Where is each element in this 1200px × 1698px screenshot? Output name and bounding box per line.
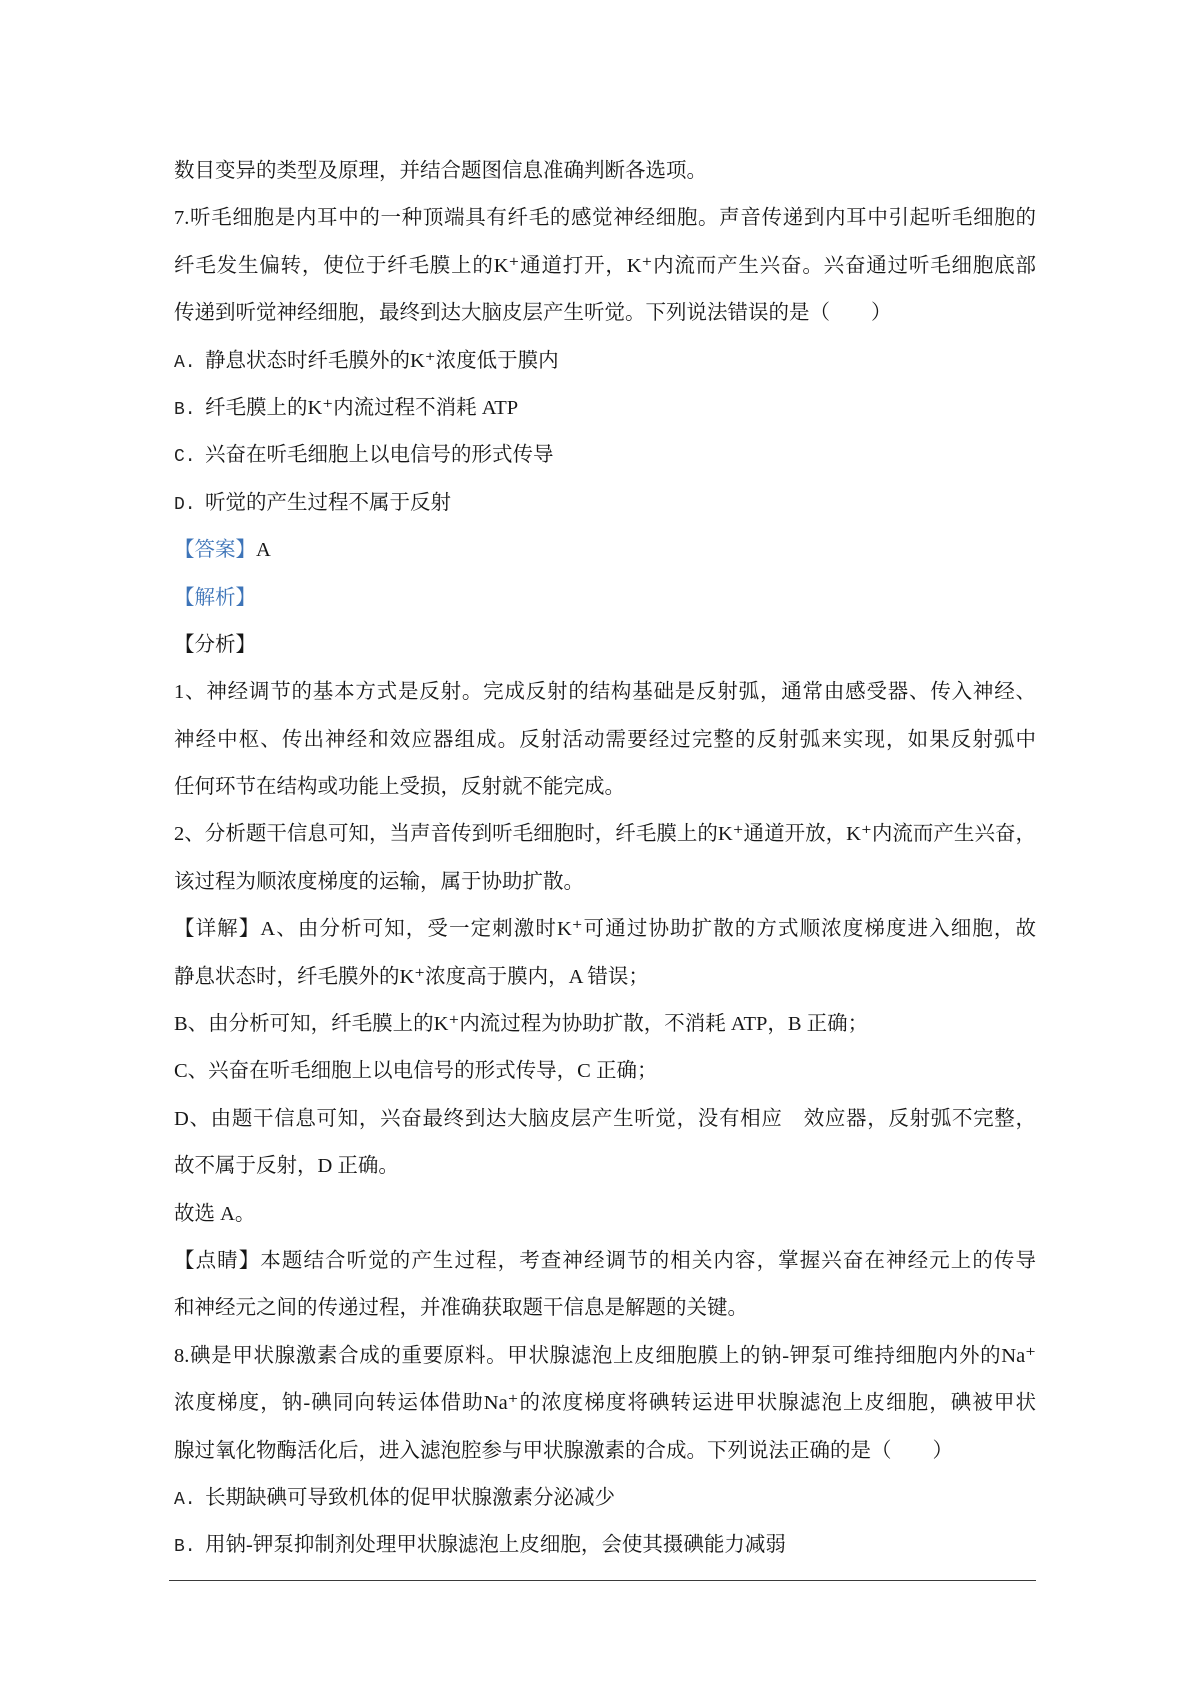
option-letter: C. xyxy=(174,447,196,468)
q7-detail-line: 静息状态时，纤毛膜外的K⁺浓度高于膜内，A 错误； xyxy=(174,965,649,988)
q7-stem-line: 7.听毛细胞是内耳中的一种顶端具有纤毛的感觉神经细胞。声音传递到内耳中引起听毛细胞的 xyxy=(174,207,1036,230)
q8-option-a xyxy=(174,1475,1036,1522)
question-7 xyxy=(174,195,1036,1332)
q7-stem-line: 纤毛发生偏转，使位于纤毛膜上的K⁺通道打开，K⁺内流而产生兴奋。兴奋通过听毛细胞底部 xyxy=(174,254,1036,277)
q7-tip-line: 【点睛】本题结合听觉的产生过程，考查神经调节的相关内容，掌握兴奋在神经元上的传导 xyxy=(174,1249,1036,1272)
q7-answer xyxy=(174,527,1036,574)
question-8 xyxy=(174,1333,1036,1570)
q7-fenxi-line: 该过程为顺浓度梯度的运输，属于协助扩散。 xyxy=(174,870,584,893)
option-letter: B. xyxy=(174,1537,196,1558)
q7-fenxi-heading xyxy=(174,622,1036,669)
answer-value: A xyxy=(256,539,271,562)
analysis-label: 【解析】 xyxy=(174,586,256,609)
option-text: 纤毛膜上的K⁺内流过程不消耗 ATP xyxy=(205,396,519,419)
q7-conclusion: 故选 A。 xyxy=(174,1202,256,1225)
q7-detail-line: 故不属于反射，D 正确。 xyxy=(174,1155,399,1178)
q8-stem-line: 8.碘是甲状腺激素合成的重要原料。甲状腺滤泡上皮细胞膜上的钠-钾泵可维持细胞内外的Na⁺ xyxy=(174,1344,1036,1367)
option-text: 用钠-钾泵抑制剂处理甲状腺滤泡上皮细胞，会使其摄碘能力减弱 xyxy=(205,1534,786,1557)
q7-option-d xyxy=(174,480,1036,527)
option-text: 听觉的产生过程不属于反射 xyxy=(205,491,451,514)
document-page xyxy=(174,148,1036,1570)
option-text: 兴奋在听毛细胞上以电信号的形式传导 xyxy=(205,444,554,467)
q7-detail-line: C、兴奋在听毛细胞上以电信号的形式传导，C 正确； xyxy=(174,1060,658,1083)
q7-fenxi-line: 1、神经调节的基本方式是反射。完成反射的结构基础是反射弧，通常由感受器、传入神经、 xyxy=(174,681,1036,704)
q7-option-b xyxy=(174,385,1036,432)
option-letter: A. xyxy=(174,352,196,373)
q8-stem-line: 腺过氧化物酶活化后，进入滤泡腔参与甲状腺激素的合成。下列说法正确的是（ ） xyxy=(174,1439,953,1462)
q7-detail-line: 【详解】A、由分析可知，受一定刺激时K⁺可通过协助扩散的方式顺浓度梯度进入细胞，故 xyxy=(174,918,1036,941)
q7-fenxi-line: 神经中枢、传出神经和效应器组成。反射活动需要经过完整的反射弧来实现，如果反射弧中 xyxy=(174,728,1036,751)
previous-explanation-tail: 数目变异的类型及原理，并结合题图信息准确判断各选项。 xyxy=(174,160,707,182)
q7-stem-line: 传递到听觉神经细胞，最终到达大脑皮层产生听觉。下列说法错误的是（ ） xyxy=(174,302,892,325)
option-text: 长期缺碘可导致机体的促甲状腺激素分泌减少 xyxy=(205,1486,615,1509)
q7-detail-line: D、由题干信息可知，兴奋最终到达大脑皮层产生听觉，没有相应 效应器，反射弧不完整， xyxy=(174,1107,1036,1130)
fenxi-label: 【分析】 xyxy=(174,633,256,656)
q7-analysis-heading xyxy=(174,575,1036,622)
option-text: 静息状态时纤毛膜外的K⁺浓度低于膜内 xyxy=(205,349,559,372)
option-letter: A. xyxy=(174,1489,196,1510)
q7-option-a xyxy=(174,338,1036,385)
q7-option-c xyxy=(174,432,1036,479)
q7-fenxi-line: 任何环节在结构或功能上受损，反射就不能完成。 xyxy=(174,776,625,799)
option-letter: B. xyxy=(174,399,196,420)
q8-stem-line: 浓度梯度，钠-碘同向转运体借助Na⁺的浓度梯度将碘转运进甲状腺滤泡上皮细胞，碘被甲状 xyxy=(174,1392,1036,1415)
option-letter: D. xyxy=(174,494,196,515)
q7-fenxi-line: 2、分析题干信息可知，当声音传到听毛细胞时，纤毛膜上的K⁺通道开放，K⁺内流而产生兴奋， xyxy=(174,823,1036,846)
answer-label: 【答案】 xyxy=(174,539,256,562)
footer-rule xyxy=(169,1580,1036,1581)
q7-tip-line: 和神经元之间的传递过程，并准确获取题干信息是解题的关键。 xyxy=(174,1297,748,1320)
q8-option-b xyxy=(174,1522,1036,1569)
q7-detail-line: B、由分析可知，纤毛膜上的K⁺内流过程为协助扩散，不消耗 ATP，B 正确； xyxy=(174,1013,869,1036)
